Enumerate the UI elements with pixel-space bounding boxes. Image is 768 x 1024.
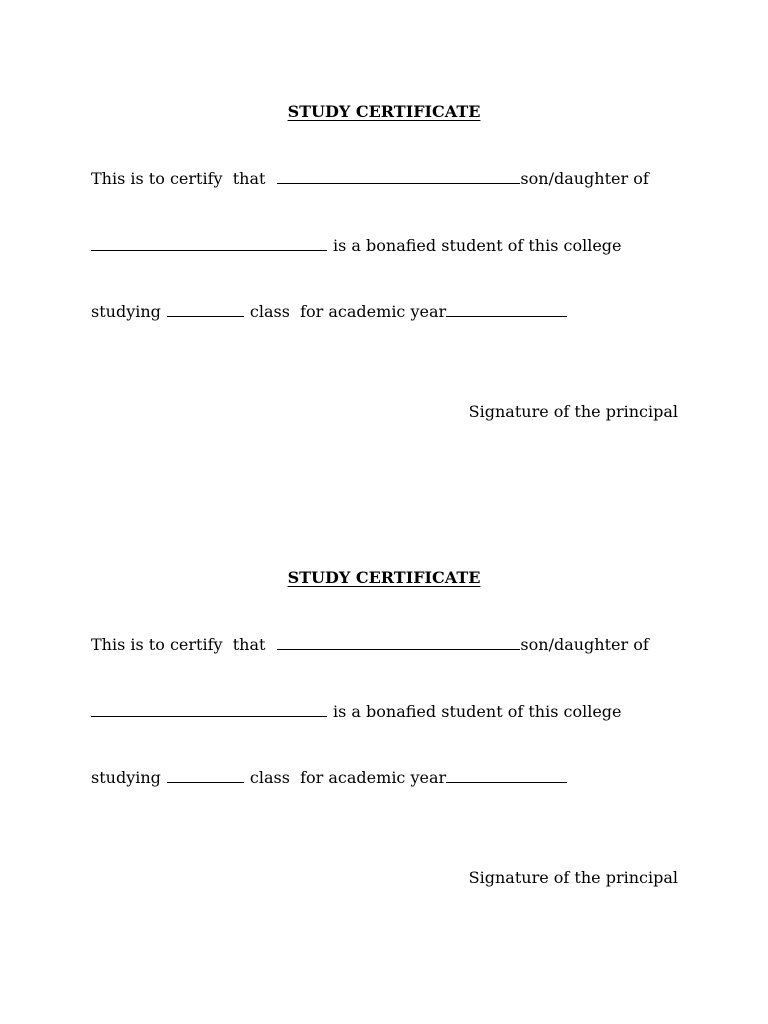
certify-line bbox=[91, 635, 649, 655]
parent-name-blank bbox=[91, 702, 327, 717]
class-line bbox=[91, 302, 567, 322]
academic-year-text: class for academic year bbox=[249, 768, 447, 787]
relation-text: son/daughter of bbox=[520, 169, 649, 188]
class-blank bbox=[167, 768, 244, 783]
certificate-1 bbox=[0, 0, 768, 420]
class-blank bbox=[167, 302, 244, 317]
certificate-title: STUDY CERTIFICATE bbox=[287, 102, 481, 121]
student-name-blank bbox=[277, 169, 520, 184]
principal-signature-label: Signature of the principal bbox=[468, 402, 678, 421]
certificate-title: STUDY CERTIFICATE bbox=[287, 568, 481, 587]
parent-line bbox=[91, 236, 622, 256]
principal-signature-label: Signature of the principal bbox=[468, 868, 678, 887]
certify-line bbox=[91, 169, 649, 189]
studying-text: studying bbox=[91, 768, 161, 787]
certify-text: This is to certify that bbox=[91, 169, 266, 188]
parent-name-blank bbox=[91, 236, 327, 251]
bonafide-text: is a bonafied student of this college bbox=[333, 702, 622, 721]
certificate-2 bbox=[0, 466, 768, 886]
certify-text: This is to certify that bbox=[91, 635, 266, 654]
bonafide-text: is a bonafied student of this college bbox=[333, 236, 622, 255]
studying-text: studying bbox=[91, 302, 161, 321]
academic-year-text: class for academic year bbox=[249, 302, 447, 321]
parent-line bbox=[91, 702, 622, 722]
academic-year-blank bbox=[446, 302, 567, 317]
academic-year-blank bbox=[446, 768, 567, 783]
class-line bbox=[91, 768, 567, 788]
relation-text: son/daughter of bbox=[520, 635, 649, 654]
student-name-blank bbox=[277, 635, 520, 650]
